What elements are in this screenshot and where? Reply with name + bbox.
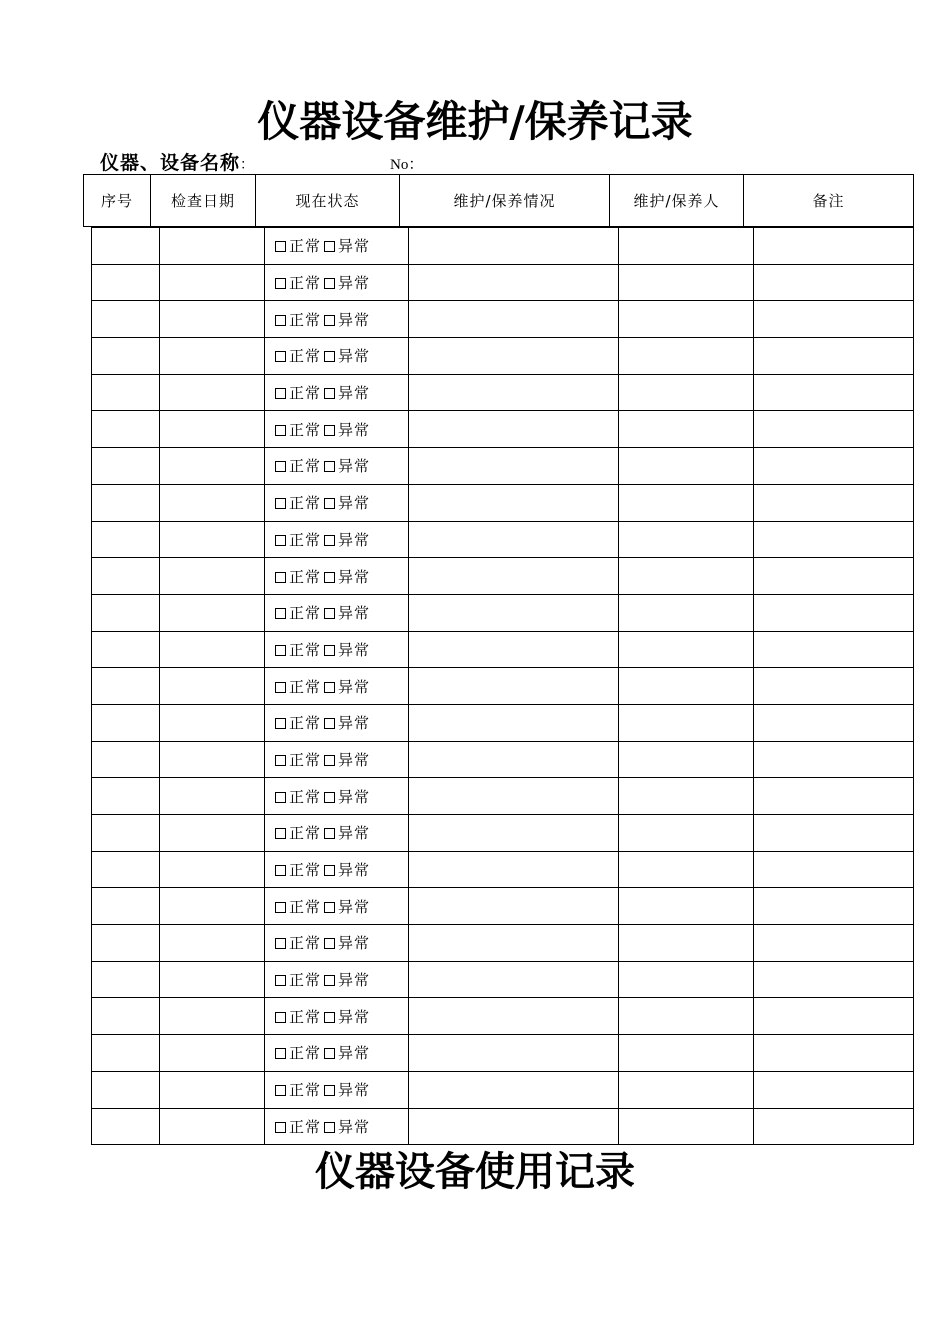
remarks-cell[interactable] [754,741,914,778]
table-row [92,484,914,521]
check-date-cell[interactable] [160,961,265,998]
normal-checkbox[interactable] [275,535,286,546]
abnormal-checkbox[interactable] [324,1012,335,1023]
abnormal-checkbox[interactable] [324,828,335,839]
abnormal-label: 异常 [338,494,371,513]
normal-checkbox[interactable] [275,1085,286,1096]
check-date-cell[interactable] [160,484,265,521]
serial-cell[interactable] [92,631,160,668]
abnormal-checkbox[interactable] [324,865,335,876]
abnormal-checkbox[interactable] [324,755,335,766]
status-cell [265,925,409,962]
abnormal-checkbox[interactable] [324,498,335,509]
maintenance-details-cell[interactable] [409,815,619,852]
serial-cell[interactable] [92,778,160,815]
normal-checkbox[interactable] [275,828,286,839]
table-row [92,778,914,815]
status-cell [265,521,409,558]
status-cell [265,815,409,852]
remarks-cell[interactable] [754,704,914,741]
normal-label: 正常 [289,494,322,513]
serial-cell[interactable] [92,741,160,778]
normal-label: 正常 [289,567,322,586]
check-date-cell[interactable] [160,1035,265,1072]
check-date-cell[interactable] [160,374,265,411]
normal-checkbox[interactable] [275,755,286,766]
serial-cell[interactable] [92,925,160,962]
normal-checkbox[interactable] [275,572,286,583]
abnormal-label: 异常 [338,861,371,880]
check-date-cell[interactable] [160,704,265,741]
serial-cell[interactable] [92,815,160,852]
maintenance-details-cell[interactable] [409,228,619,265]
abnormal-label: 异常 [338,384,371,403]
abnormal-label: 异常 [338,1081,371,1100]
status-cell [265,264,409,301]
abnormal-label: 异常 [338,971,371,990]
maintainer-cell[interactable] [619,1108,754,1145]
normal-checkbox[interactable] [275,278,286,289]
status-cell [265,961,409,998]
maintenance-details-cell[interactable] [409,778,619,815]
abnormal-label: 异常 [338,897,371,916]
abnormal-checkbox[interactable] [324,645,335,656]
normal-checkbox[interactable] [275,682,286,693]
normal-label: 正常 [289,457,322,476]
normal-label: 正常 [289,310,322,329]
check-date-cell[interactable] [160,448,265,485]
normal-label: 正常 [289,824,322,843]
maintainer-cell[interactable] [619,301,754,338]
maintainer-cell[interactable] [619,228,754,265]
check-date-cell[interactable] [160,925,265,962]
serial-cell[interactable] [92,558,160,595]
maintenance-details-cell[interactable] [409,1035,619,1072]
abnormal-checkbox[interactable] [324,902,335,913]
normal-checkbox[interactable] [275,975,286,986]
check-date-cell[interactable] [160,631,265,668]
abnormal-label: 异常 [338,824,371,843]
maintainer-cell[interactable] [619,484,754,521]
maintenance-details-cell[interactable] [409,668,619,705]
maintainer-cell[interactable] [619,888,754,925]
table-row [92,411,914,448]
abnormal-label: 异常 [338,787,371,806]
status-cell [265,1108,409,1145]
maintainer-cell[interactable] [619,594,754,631]
abnormal-checkbox[interactable] [324,718,335,729]
abnormal-label: 异常 [338,347,371,366]
table-row [92,998,914,1035]
maintenance-details-cell[interactable] [409,741,619,778]
maintenance-details-cell[interactable] [409,925,619,962]
check-date-cell[interactable] [160,668,265,705]
normal-label: 正常 [289,1081,322,1100]
maintainer-cell[interactable] [619,741,754,778]
status-cell [265,594,409,631]
check-date-cell[interactable] [160,594,265,631]
check-date-cell[interactable] [160,741,265,778]
table-row [92,264,914,301]
maintenance-details-cell[interactable] [409,448,619,485]
status-cell [265,851,409,888]
maintainer-cell[interactable] [619,558,754,595]
maintenance-details-cell[interactable] [409,338,619,375]
serial-cell[interactable] [92,594,160,631]
abnormal-label: 异常 [338,750,371,769]
abnormal-label: 异常 [338,677,371,696]
serial-cell[interactable] [92,448,160,485]
remarks-cell[interactable] [754,888,914,925]
normal-label: 正常 [289,861,322,880]
normal-checkbox[interactable] [275,645,286,656]
table-row [92,1071,914,1108]
serial-cell[interactable] [92,301,160,338]
column-header-remarks: 备注 [744,175,914,227]
status-cell [265,888,409,925]
normal-label: 正常 [289,971,322,990]
abnormal-checkbox[interactable] [324,792,335,803]
abnormal-checkbox[interactable] [324,388,335,399]
maintenance-details-cell[interactable] [409,704,619,741]
remarks-cell[interactable] [754,1071,914,1108]
serial-cell[interactable] [92,374,160,411]
maintainer-cell[interactable] [619,1071,754,1108]
remarks-cell[interactable] [754,1035,914,1072]
maintainer-cell[interactable] [619,521,754,558]
maintainer-cell[interactable] [619,338,754,375]
status-cell [265,741,409,778]
column-header-current-status: 现在状态 [256,175,400,227]
status-cell [265,1071,409,1108]
abnormal-checkbox[interactable] [324,608,335,619]
normal-checkbox[interactable] [275,498,286,509]
maintenance-details-cell[interactable] [409,1108,619,1145]
status-cell [265,998,409,1035]
record-table-header [83,174,914,227]
serial-cell[interactable] [92,338,160,375]
record-table-body [91,227,914,1145]
document-title: 仪器设备维护/保养记录 [257,97,693,146]
abnormal-label: 异常 [338,604,371,623]
status-cell [265,631,409,668]
check-date-cell[interactable] [160,851,265,888]
status-cell [265,448,409,485]
check-date-cell[interactable] [160,411,265,448]
maintainer-cell[interactable] [619,374,754,411]
check-date-cell[interactable] [160,338,265,375]
serial-cell[interactable] [92,264,160,301]
remarks-cell[interactable] [754,925,914,962]
abnormal-checkbox[interactable] [324,351,335,362]
normal-label: 正常 [289,714,322,733]
abnormal-label: 异常 [338,1007,371,1026]
check-date-cell[interactable] [160,521,265,558]
check-date-cell[interactable] [160,301,265,338]
remarks-cell[interactable] [754,411,914,448]
maintainer-cell[interactable] [619,815,754,852]
check-date-cell[interactable] [160,1108,265,1145]
remarks-cell[interactable] [754,594,914,631]
status-cell [265,558,409,595]
abnormal-label: 异常 [338,530,371,549]
equipment-name-text: 仪器、设备名称 [100,152,241,174]
status-cell [265,1035,409,1072]
serial-cell[interactable] [92,228,160,265]
check-date-cell[interactable] [160,815,265,852]
serial-cell[interactable] [92,888,160,925]
table-row [92,558,914,595]
maintenance-details-cell[interactable] [409,301,619,338]
remarks-cell[interactable] [754,264,914,301]
abnormal-label: 异常 [338,714,371,733]
abnormal-checkbox[interactable] [324,278,335,289]
maintenance-details-cell[interactable] [409,961,619,998]
remarks-cell[interactable] [754,668,914,705]
maintenance-details-cell[interactable] [409,594,619,631]
normal-label: 正常 [289,530,322,549]
serial-cell[interactable] [92,411,160,448]
equipment-name-colon: ： [240,157,256,173]
normal-label: 正常 [289,274,322,293]
abnormal-label: 异常 [338,457,371,476]
serial-cell[interactable] [92,668,160,705]
normal-checkbox[interactable] [275,865,286,876]
abnormal-checkbox[interactable] [324,572,335,583]
normal-checkbox[interactable] [275,608,286,619]
remarks-cell[interactable] [754,815,914,852]
status-cell [265,338,409,375]
maintenance-details-cell[interactable] [409,264,619,301]
normal-checkbox[interactable] [275,902,286,913]
column-header-check-date: 检查日期 [151,175,256,227]
table-row [92,961,914,998]
serial-cell[interactable] [92,1071,160,1108]
normal-label: 正常 [289,1117,322,1136]
remarks-cell[interactable] [754,631,914,668]
column-header-serial: 序号 [84,175,151,227]
abnormal-label: 异常 [338,274,371,293]
check-date-cell[interactable] [160,1071,265,1108]
remarks-cell[interactable] [754,301,914,338]
maintainer-cell[interactable] [619,1035,754,1072]
normal-label: 正常 [289,677,322,696]
normal-label: 正常 [289,604,322,623]
table-row [92,888,914,925]
abnormal-label: 异常 [338,237,371,256]
maintenance-details-cell[interactable] [409,521,619,558]
table-row [92,925,914,962]
normal-label: 正常 [289,897,322,916]
normal-checkbox[interactable] [275,938,286,949]
remarks-cell[interactable] [754,448,914,485]
table-row [92,1035,914,1072]
normal-checkbox[interactable] [275,351,286,362]
abnormal-label: 异常 [338,934,371,953]
maintenance-details-cell[interactable] [409,631,619,668]
remarks-cell[interactable] [754,961,914,998]
abnormal-label: 异常 [338,310,371,329]
normal-label: 正常 [289,347,322,366]
maintenance-details-cell[interactable] [409,998,619,1035]
maintenance-details-cell[interactable] [409,411,619,448]
normal-checkbox[interactable] [275,1122,286,1133]
abnormal-checkbox[interactable] [324,535,335,546]
maintainer-cell[interactable] [619,851,754,888]
serial-cell[interactable] [92,998,160,1035]
table-row [92,338,914,375]
table-row [92,594,914,631]
normal-checkbox[interactable] [275,241,286,252]
table-row [92,521,914,558]
normal-checkbox[interactable] [275,1048,286,1059]
table-row [92,851,914,888]
table-row [92,741,914,778]
maintainer-cell[interactable] [619,925,754,962]
serial-cell[interactable] [92,1035,160,1072]
check-date-cell[interactable] [160,264,265,301]
maintainer-cell[interactable] [619,631,754,668]
abnormal-checkbox[interactable] [324,461,335,472]
normal-checkbox[interactable] [275,1012,286,1023]
serial-cell[interactable] [92,961,160,998]
normal-label: 正常 [289,420,322,439]
normal-label: 正常 [289,640,322,659]
abnormal-label: 异常 [338,1044,371,1063]
serial-cell[interactable] [92,704,160,741]
status-cell [265,704,409,741]
normal-checkbox[interactable] [275,425,286,436]
table-row [92,301,914,338]
usage-record-title: 仪器设备使用记录 [315,1148,635,1195]
maintenance-details-cell[interactable] [409,374,619,411]
maintainer-cell[interactable] [619,448,754,485]
maintainer-cell[interactable] [619,778,754,815]
normal-label: 正常 [289,787,322,806]
remarks-cell[interactable] [754,374,914,411]
normal-checkbox[interactable] [275,461,286,472]
remarks-cell[interactable] [754,558,914,595]
status-cell [265,668,409,705]
remarks-cell[interactable] [754,1108,914,1145]
normal-checkbox[interactable] [275,315,286,326]
maintainer-cell[interactable] [619,411,754,448]
column-header-maintenance-details: 维护/保养情况 [400,175,610,227]
abnormal-label: 异常 [338,1117,371,1136]
remarks-cell[interactable] [754,228,914,265]
maintainer-cell[interactable] [619,264,754,301]
check-date-cell[interactable] [160,888,265,925]
abnormal-checkbox[interactable] [324,425,335,436]
remarks-cell[interactable] [754,851,914,888]
maintainer-cell[interactable] [619,668,754,705]
abnormal-checkbox[interactable] [324,938,335,949]
abnormal-checkbox[interactable] [324,241,335,252]
table-row [92,374,914,411]
abnormal-checkbox[interactable] [324,315,335,326]
maintainer-cell[interactable] [619,961,754,998]
status-cell [265,778,409,815]
remarks-cell[interactable] [754,998,914,1035]
abnormal-checkbox[interactable] [324,1048,335,1059]
abnormal-checkbox[interactable] [324,975,335,986]
column-header-maintainer: 维护/保养人 [610,175,744,227]
table-row [92,668,914,705]
normal-label: 正常 [289,237,322,256]
serial-cell[interactable] [92,521,160,558]
table-row [92,815,914,852]
maintenance-details-cell[interactable] [409,558,619,595]
maintainer-cell[interactable] [619,998,754,1035]
abnormal-label: 异常 [338,567,371,586]
record-rows [92,228,914,1145]
status-cell [265,374,409,411]
serial-cell[interactable] [92,484,160,521]
abnormal-label: 异常 [338,640,371,659]
check-date-cell[interactable] [160,228,265,265]
abnormal-checkbox[interactable] [324,1122,335,1133]
normal-label: 正常 [289,934,322,953]
normal-label: 正常 [289,1044,322,1063]
abnormal-label: 异常 [338,420,371,439]
table-row [92,704,914,741]
maintenance-details-cell[interactable] [409,888,619,925]
abnormal-checkbox[interactable] [324,682,335,693]
check-date-cell[interactable] [160,558,265,595]
table-row [92,631,914,668]
check-date-cell[interactable] [160,778,265,815]
remarks-cell[interactable] [754,338,914,375]
normal-label: 正常 [289,750,322,769]
record-number-label: No： [390,157,424,173]
abnormal-checkbox[interactable] [324,1085,335,1096]
remarks-cell[interactable] [754,484,914,521]
normal-label: 正常 [289,384,322,403]
check-date-cell[interactable] [160,998,265,1035]
maintenance-details-cell[interactable] [409,1071,619,1108]
status-cell [265,228,409,265]
status-cell [265,301,409,338]
remarks-cell[interactable] [754,521,914,558]
maintenance-details-cell[interactable] [409,484,619,521]
table-row [92,448,914,485]
maintainer-cell[interactable] [619,704,754,741]
normal-checkbox[interactable] [275,718,286,729]
status-cell [265,484,409,521]
normal-checkbox[interactable] [275,388,286,399]
maintenance-details-cell[interactable] [409,851,619,888]
serial-cell[interactable] [92,1108,160,1145]
normal-checkbox[interactable] [275,792,286,803]
serial-cell[interactable] [92,851,160,888]
table-row [92,1108,914,1145]
remarks-cell[interactable] [754,778,914,815]
status-cell [265,411,409,448]
normal-label: 正常 [289,1007,322,1026]
table-row [92,228,914,265]
